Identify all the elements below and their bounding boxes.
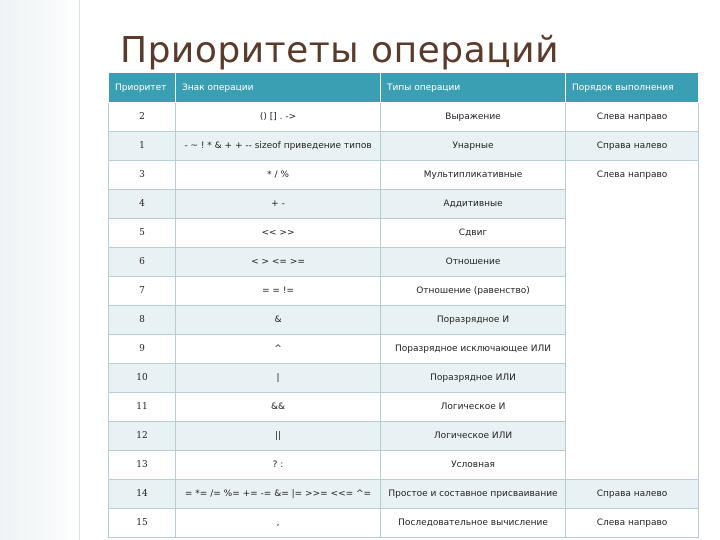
cell-sign: && (176, 393, 381, 422)
left-decor-line (79, 0, 80, 540)
cell-priority: 4 (109, 190, 176, 219)
table-row (109, 161, 699, 190)
table-row (109, 509, 699, 538)
cell-sign: < > <= >= (176, 248, 381, 277)
cell-order-merged: Слева направо (566, 161, 699, 480)
cell-sign: & (176, 306, 381, 335)
cell-priority: 9 (109, 335, 176, 364)
cell-type: Логическое И (381, 393, 566, 422)
left-decor-strip (0, 0, 79, 540)
cell-order: Слева направо (566, 103, 699, 132)
cell-type: Унарные (381, 132, 566, 161)
cell-type: Логическое ИЛИ (381, 422, 566, 451)
cell-priority: 7 (109, 277, 176, 306)
cell-type: Аддитивные (381, 190, 566, 219)
cell-priority: 12 (109, 422, 176, 451)
table-header-row (109, 73, 699, 103)
page-title: Приоритеты операций (120, 30, 559, 71)
cell-order: Справа налево (566, 132, 699, 161)
cell-priority: 10 (109, 364, 176, 393)
cell-priority: 2 (109, 103, 176, 132)
cell-sign: | (176, 364, 381, 393)
cell-type: Мультипликативные (381, 161, 566, 190)
table-row (109, 103, 699, 132)
cell-sign: * / % (176, 161, 381, 190)
cell-sign: ^ (176, 335, 381, 364)
cell-type: Сдвиг (381, 219, 566, 248)
cell-type: Поразрядное И (381, 306, 566, 335)
header-operator-sign: Знак операции (176, 73, 381, 103)
cell-sign: << >> (176, 219, 381, 248)
cell-sign: () [] . -> (176, 103, 381, 132)
cell-type: Отношение (381, 248, 566, 277)
cell-type: Условная (381, 451, 566, 480)
cell-priority: 15 (109, 509, 176, 538)
table-row (109, 480, 699, 509)
cell-type: Поразрядное исключающее ИЛИ (381, 335, 566, 364)
header-operation-type: Типы операции (381, 73, 566, 103)
cell-priority: 11 (109, 393, 176, 422)
cell-sign: - ~ ! * & + + -- sizeof приведение типов (176, 132, 381, 161)
cell-priority: 14 (109, 480, 176, 509)
cell-priority: 5 (109, 219, 176, 248)
cell-sign: + - (176, 190, 381, 219)
cell-priority: 6 (109, 248, 176, 277)
table-row (109, 132, 699, 161)
cell-type: Отношение (равенство) (381, 277, 566, 306)
cell-priority: 8 (109, 306, 176, 335)
cell-sign: = *= /= %= += -= &= |= >>= <<= ^= (176, 480, 381, 509)
cell-sign: ? : (176, 451, 381, 480)
operator-precedence-table (108, 72, 699, 538)
cell-order: Слева направо (566, 509, 699, 538)
cell-type: Выражение (381, 103, 566, 132)
cell-type: Простое и составное присваивание (381, 480, 566, 509)
header-priority: Приоритет (109, 73, 176, 103)
cell-priority: 13 (109, 451, 176, 480)
header-evaluation-order: Порядок выполнения (566, 73, 699, 103)
cell-priority: 1 (109, 132, 176, 161)
cell-sign: , (176, 509, 381, 538)
cell-type: Последовательное вычисление (381, 509, 566, 538)
cell-sign: || (176, 422, 381, 451)
cell-sign: = = != (176, 277, 381, 306)
cell-type: Поразрядное ИЛИ (381, 364, 566, 393)
cell-priority: 3 (109, 161, 176, 190)
cell-order: Справа налево (566, 480, 699, 509)
